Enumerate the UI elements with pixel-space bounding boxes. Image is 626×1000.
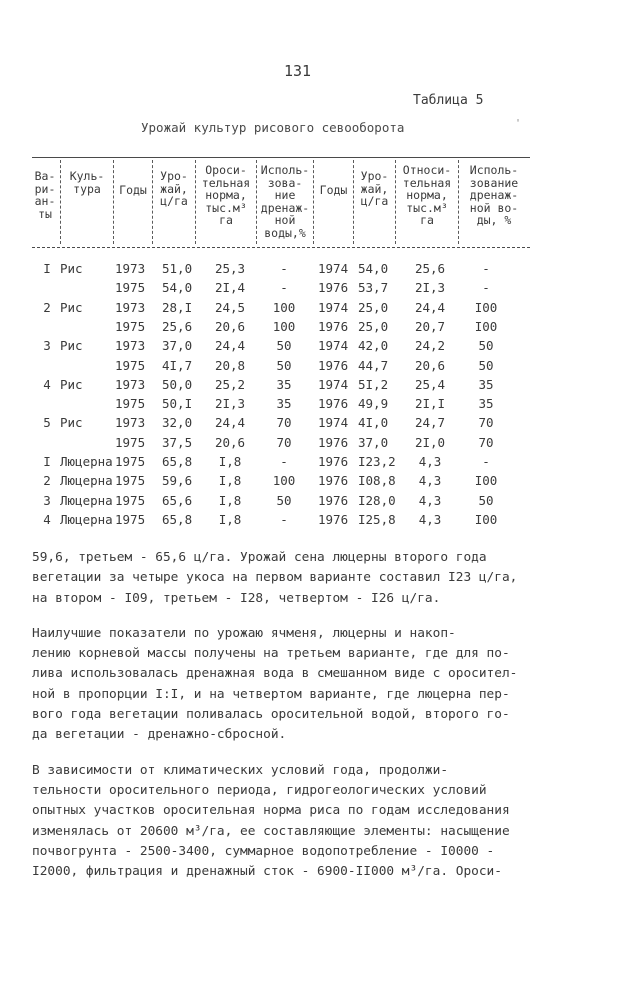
table-header-rule xyxy=(32,247,530,248)
body-line: на втором - I09, третьем - I28, четвертом - I26 ц/га. xyxy=(32,590,441,606)
table-label: Таблица 5 xyxy=(413,93,484,108)
column-divider xyxy=(313,160,314,244)
cell-variant: I xyxy=(43,454,51,469)
cell-use1: 100 xyxy=(272,473,296,489)
cell-year1: 1975 xyxy=(115,318,146,334)
table-row xyxy=(0,471,626,491)
cell-yield1: 50,I xyxy=(162,396,193,412)
cell-yield2: 54,0 xyxy=(358,261,389,276)
cell-norm1: 24,4 xyxy=(214,338,246,354)
cell-norm2: 2I,3 xyxy=(414,280,446,296)
cell-yield1: 65,8 xyxy=(162,454,193,469)
cell-variant: 4 xyxy=(43,511,51,527)
body-line: лению корневой массы получены на третьем варианте, где для по- xyxy=(32,646,510,662)
cell-year1: 1975 xyxy=(115,473,146,489)
table-row xyxy=(0,491,626,511)
body-line: почвогрунта - 2500-3400, суммарное водопотребление - I0000 - xyxy=(32,843,495,859)
cell-use1: - xyxy=(280,454,288,469)
cell-use1: 50 xyxy=(276,492,292,508)
header-yield-1: Уро- жай, ц/га xyxy=(160,169,188,208)
cell-use1: 35 xyxy=(276,376,292,392)
cell-yield2: I23,2 xyxy=(358,454,396,469)
cell-use1: 70 xyxy=(276,434,292,450)
cell-yield1: 54,0 xyxy=(162,280,193,296)
cell-norm1: 2I,3 xyxy=(214,396,246,412)
cell-norm1: 24,4 xyxy=(214,415,246,431)
cell-norm1: 2I,4 xyxy=(214,280,246,296)
cell-yield2: 53,7 xyxy=(358,280,389,296)
cell-norm2: 20,7 xyxy=(414,318,446,334)
margin-mark: ' xyxy=(515,118,522,129)
table-row xyxy=(0,510,626,530)
cell-year2: 1976 xyxy=(318,511,349,527)
header-drainage-use-2: Исполь- зование дренаж- ной во- ды, % xyxy=(469,163,519,227)
cell-use2: - xyxy=(482,261,490,276)
cell-use2: 35 xyxy=(478,396,494,412)
header-irrigation-norm-1: Ороси- тельная норма, тыс.м³ га xyxy=(201,163,251,227)
cell-variant: I xyxy=(43,261,51,276)
cell-year2: 1976 xyxy=(318,434,349,450)
cell-crop: Люцерна xyxy=(60,454,113,469)
table-row xyxy=(0,336,626,356)
cell-use2: 70 xyxy=(478,415,494,431)
cell-yield2: 42,0 xyxy=(358,338,389,354)
cell-yield1: 50,0 xyxy=(162,376,193,392)
cell-norm2: 20,6 xyxy=(414,357,446,373)
cell-yield2: I08,8 xyxy=(358,473,396,489)
cell-year1: 1973 xyxy=(115,299,146,315)
body-line: опытных участков оросительная норма риса по годам исследования xyxy=(32,803,510,819)
cell-variant: 2 xyxy=(43,299,51,315)
cell-use2: 50 xyxy=(478,338,494,354)
cell-use2: I00 xyxy=(474,318,498,334)
cell-year1: 1973 xyxy=(115,338,146,354)
cell-use1: - xyxy=(280,511,288,527)
body-line: ной в пропорции I:I, и на четвертом варианте, где люцерна пер- xyxy=(32,686,510,702)
cell-norm1: 20,8 xyxy=(214,357,246,373)
cell-variant: 2 xyxy=(43,473,51,489)
cell-yield1: 28,I xyxy=(162,299,193,315)
body-line: Наилучшие показатели по урожаю ячменя, люцерны и накоп- xyxy=(32,625,456,641)
table-row xyxy=(0,394,626,414)
cell-use1: 35 xyxy=(276,396,292,412)
cell-crop: Рис xyxy=(60,415,83,431)
cell-year2: 1974 xyxy=(318,299,349,315)
table-row xyxy=(0,433,626,453)
cell-variant: 3 xyxy=(43,338,51,354)
body-line: вого года вегетации поливалась оросительной водой, второго го- xyxy=(32,707,510,723)
cell-yield2: 49,9 xyxy=(358,396,389,412)
header-crop: Куль- тура xyxy=(69,169,105,196)
cell-crop: Рис xyxy=(60,261,83,276)
cell-yield1: 65,8 xyxy=(162,511,193,527)
body-text xyxy=(32,548,592,882)
cell-year2: 1976 xyxy=(318,454,349,469)
cell-norm1: I,8 xyxy=(218,454,242,469)
cell-year1: 1973 xyxy=(115,261,146,276)
cell-norm2: 4,3 xyxy=(418,473,442,489)
cell-yield1: 32,0 xyxy=(162,415,193,431)
cell-use2: - xyxy=(482,280,490,296)
cell-norm2: 24,7 xyxy=(414,415,446,431)
body-line: тельности оросительного периода, гидрогеологических условий xyxy=(32,782,487,798)
cell-year2: 1976 xyxy=(318,492,349,508)
cell-norm1: 20,6 xyxy=(214,434,246,450)
cell-norm1: I,8 xyxy=(218,492,242,508)
cell-year2: 1976 xyxy=(318,396,349,412)
cell-year1: 1973 xyxy=(115,376,146,392)
cell-use2: I00 xyxy=(474,299,498,315)
cell-norm1: 20,6 xyxy=(214,318,246,334)
table-row xyxy=(0,259,626,279)
body-line: 59,6, третьем - 65,6 ц/га. Урожай сена люцерны второго года xyxy=(32,550,487,565)
cell-norm2: 4,3 xyxy=(418,454,442,469)
header-years-2: Годы xyxy=(319,183,348,197)
header-yield-2: Уро- жай, ц/га xyxy=(360,169,389,208)
cell-norm2: 24,2 xyxy=(414,338,446,354)
cell-use1: 50 xyxy=(276,357,292,373)
cell-crop: Люцерна xyxy=(60,492,113,508)
table-row xyxy=(0,452,626,472)
cell-norm2: 2I,0 xyxy=(414,434,446,450)
cell-use2: 35 xyxy=(478,376,494,392)
cell-use1: - xyxy=(280,280,288,296)
cell-yield2: 44,7 xyxy=(358,357,389,373)
body-line: I2000, фильтрация и дренажный сток - 6900-II000 м³/га. Ороси- xyxy=(32,864,502,880)
body-line: В зависимости от климатических условий года, продолжи- xyxy=(32,762,449,778)
cell-year1: 1975 xyxy=(115,511,146,527)
cell-norm2: 4,3 xyxy=(418,511,442,527)
cell-use2: 50 xyxy=(478,357,494,373)
table-row xyxy=(0,413,626,433)
cell-use2: I00 xyxy=(474,473,498,489)
cell-year2: 1974 xyxy=(318,415,349,431)
cell-yield2: I25,8 xyxy=(358,511,396,527)
cell-year1: 1975 xyxy=(115,357,146,373)
header-years-1: Годы xyxy=(119,183,147,197)
cell-yield2: 25,0 xyxy=(358,299,389,315)
cell-year1: 1975 xyxy=(115,280,146,296)
cell-variant: 5 xyxy=(43,415,51,431)
header-variant: Ва- ри- ан- ты xyxy=(34,169,56,221)
cell-yield2: 25,0 xyxy=(358,318,389,334)
cell-use1: 70 xyxy=(276,415,292,431)
cell-year2: 1974 xyxy=(318,338,349,354)
cell-crop: Люцерна xyxy=(60,511,113,527)
cell-year1: 1975 xyxy=(115,492,146,508)
cell-norm2: 25,4 xyxy=(414,376,446,392)
cell-norm2: 4,3 xyxy=(418,492,442,508)
cell-variant: 4 xyxy=(43,376,51,392)
cell-norm2: 24,4 xyxy=(414,299,446,315)
cell-yield1: 65,6 xyxy=(162,492,193,508)
table-row xyxy=(0,375,626,395)
cell-use1: - xyxy=(280,261,288,276)
table-row xyxy=(0,278,626,298)
cell-yield2: 37,0 xyxy=(358,434,389,450)
cell-yield1: 51,0 xyxy=(162,261,193,276)
cell-crop: Рис xyxy=(60,338,83,354)
cell-norm1: 24,5 xyxy=(214,299,246,315)
table-row xyxy=(0,317,626,337)
cell-year2: 1976 xyxy=(318,280,349,296)
body-line: лива использовалась дренажная вода в смешанном виде с оросител- xyxy=(32,666,518,682)
cell-year2: 1976 xyxy=(318,318,349,334)
cell-year2: 1976 xyxy=(318,473,349,489)
cell-use2: - xyxy=(482,454,490,469)
header-drainage-use-1: Исполь- зова- ние дренаж- ной воды,% xyxy=(260,163,310,240)
cell-yield1: 37,0 xyxy=(162,338,193,354)
header-relative-norm-2: Относи- тельная норма, тыс.м³ га xyxy=(402,163,452,227)
cell-norm1: 25,2 xyxy=(214,376,246,392)
cell-year1: 1975 xyxy=(115,434,146,450)
cell-norm2: 25,6 xyxy=(414,261,446,276)
table-title: Урожай культур рисового севооборота xyxy=(141,120,405,135)
cell-use2: 50 xyxy=(478,492,494,508)
cell-yield1: 59,6 xyxy=(162,473,193,489)
cell-use2: 70 xyxy=(478,434,494,450)
cell-yield2: I28,0 xyxy=(358,492,396,508)
cell-year1: 1973 xyxy=(115,415,146,431)
cell-use1: 100 xyxy=(272,318,296,334)
body-line: изменялась от 20600 м³/га, ее составляющие элементы: насыщение xyxy=(32,823,510,839)
cell-use1: 100 xyxy=(272,299,296,315)
body-line: вегетации за четыре укоса на первом варианте составил I23 ц/га, xyxy=(32,570,518,586)
cell-crop: Рис xyxy=(60,299,83,315)
cell-year2: 1974 xyxy=(318,261,349,276)
cell-year2: 1974 xyxy=(318,376,349,392)
cell-crop: Рис xyxy=(60,376,83,392)
table-top-rule xyxy=(32,157,530,158)
column-divider xyxy=(60,160,61,244)
cell-yield2: 4I,0 xyxy=(358,415,389,431)
cell-variant: 3 xyxy=(43,492,51,508)
cell-norm1: I,8 xyxy=(218,511,242,527)
cell-use1: 50 xyxy=(276,338,292,354)
cell-year2: 1976 xyxy=(318,357,349,373)
cell-year1: 1975 xyxy=(115,396,146,412)
body-line: да вегетации - дренажно-сбросной. xyxy=(32,727,287,743)
cell-yield1: 4I,7 xyxy=(162,357,193,373)
cell-norm1: I,8 xyxy=(218,473,242,489)
cell-norm2: 2I,I xyxy=(414,396,446,412)
cell-year1: 1975 xyxy=(115,454,146,469)
cell-yield2: 5I,2 xyxy=(358,376,389,392)
page-number: 131 xyxy=(284,62,312,80)
column-divider xyxy=(113,160,114,244)
table-row xyxy=(0,356,626,376)
table-row xyxy=(0,298,626,318)
cell-norm1: 25,3 xyxy=(214,261,246,276)
cell-yield1: 37,5 xyxy=(162,434,193,450)
cell-yield1: 25,6 xyxy=(162,318,193,334)
cell-use2: I00 xyxy=(474,511,498,527)
cell-crop: Люцерна xyxy=(60,473,113,489)
